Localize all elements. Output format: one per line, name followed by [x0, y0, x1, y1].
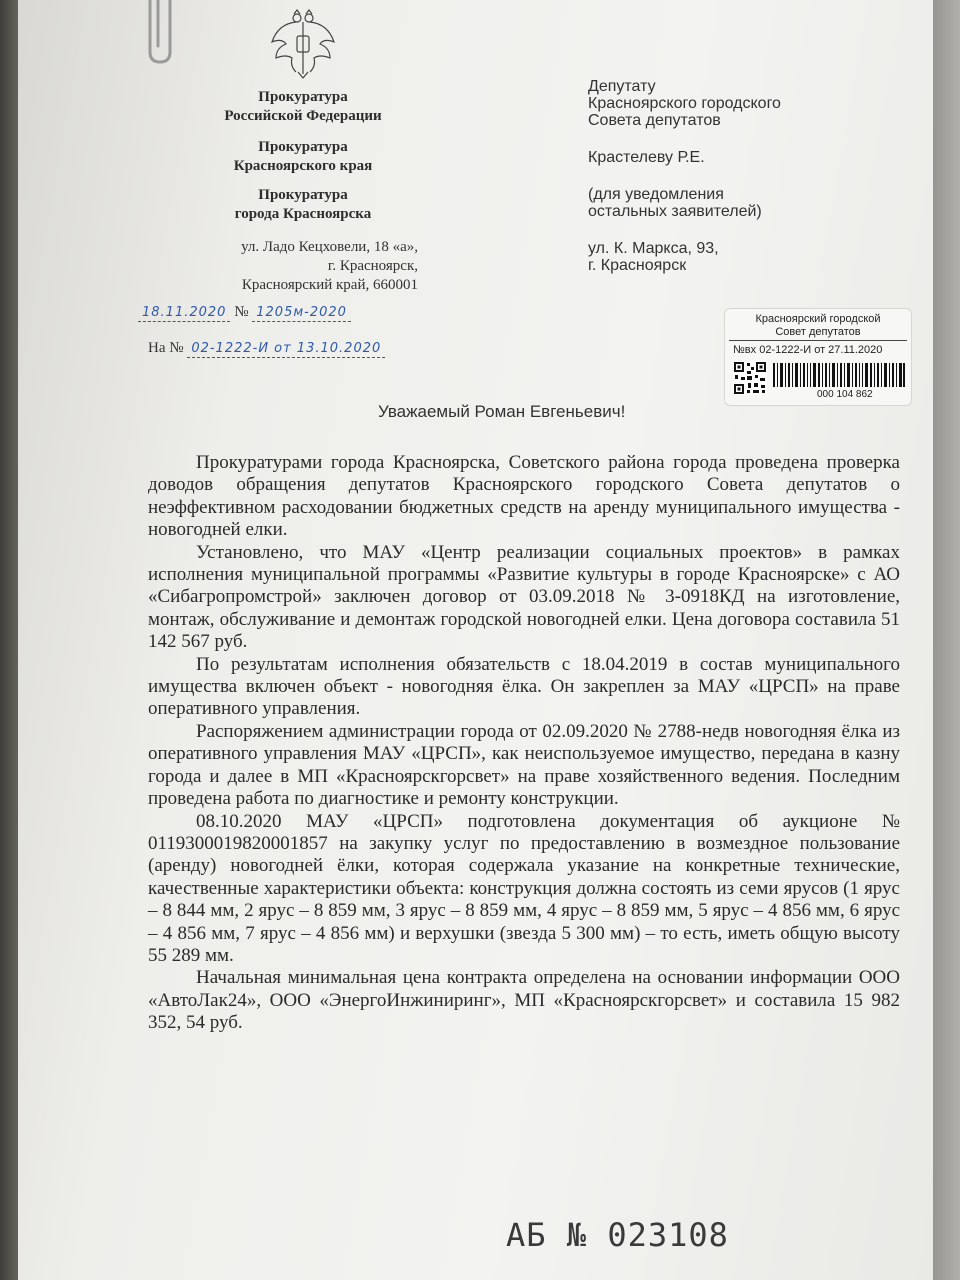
- outgoing-ref: [138, 304, 351, 322]
- recipient-line: (для уведомления: [588, 186, 724, 203]
- letter-body: [148, 452, 900, 1035]
- recipient-name: [588, 149, 908, 166]
- address-line: г. Красноярск,: [327, 258, 418, 274]
- issuer-name-3: [178, 186, 428, 224]
- recipient-line: Совета депутатов: [588, 112, 721, 129]
- recipient-line: г. Красноярск: [588, 257, 687, 274]
- coat-of-arms-icon: [268, 8, 338, 80]
- recipient-address: [588, 240, 908, 274]
- paragraph: Прокуратурами города Красноярска, Советского района города проведена проверка доводов обращения депутатов Красноярского городского Совета депутатов о неэффективном расходовании бюджетных средств на аренду муниципального имущества - новогодней елки.: [148, 452, 900, 541]
- stamp-number: 000 104 862: [817, 389, 873, 400]
- number-sign: №: [234, 304, 249, 320]
- paragraph: По результатам исполнения обязательств с 18.04.2019 в состав муниципального имущества включен объект - новогодняя ёлка. Он закреплен за МАУ «ЦРСП» на праве оперативного управления.: [148, 653, 900, 720]
- outgoing-date: 18.11.2020: [138, 305, 230, 322]
- address-line: ул. Ладо Кецховели, 18 «а»,: [241, 239, 418, 255]
- recipient-block: [588, 78, 908, 294]
- recipient-line: Депутату: [588, 78, 656, 95]
- address-line: Красноярский край, 660001: [241, 277, 418, 293]
- recipient-line: ул. К. Маркса, 93,: [588, 240, 719, 257]
- issuer-line: Прокуратура: [258, 139, 348, 155]
- qr-code-icon: [733, 361, 767, 395]
- stamp-title: [729, 313, 907, 339]
- issuer-line: Российской Федерации: [224, 108, 382, 124]
- reply-prefix: На №: [148, 340, 184, 356]
- issuer-line: города Красноярска: [234, 206, 372, 222]
- barcode-icon: [773, 363, 905, 387]
- recipient-position: [588, 78, 908, 129]
- issuer-line: Прокуратура: [258, 89, 348, 105]
- issuer-line: Красноярского края: [233, 158, 373, 174]
- registration-stamp: [724, 308, 912, 406]
- paragraph: Установлено, что МАУ «Центр реализации социальных проектов» в рамках исполнения муниципальной программы «Развитие культуры в городе Красноярске» с АО «Сибагропромстрой» заключен договор от 03.09.2018 № 3-0918КД на изготовление, монтаж, обслуживание и демонтаж городской новогодней елки. Цена договора составила 51 142 567 руб.: [148, 541, 900, 653]
- sheet-serial-number: АБ № 023108: [506, 1216, 729, 1254]
- paragraph: Распоряжением администрации города от 02.09.2020 № 2788-недв новогодняя ёлка из оперативного управления МАУ «ЦРСП», как неиспользуемое имущество, передана в казну города и далее в МП «Красноярскгорсвет» на праве хозяйственного ведения. Последним проведена работа по диагностике и ремонту конструкции.: [148, 720, 900, 810]
- reply-ref: [148, 340, 385, 358]
- issuer-name-2: [178, 138, 428, 176]
- recipient-line: остальных заявителей): [588, 203, 762, 220]
- paragraph: Начальная минимальная цена контракта определена на основании информации ООО «АвтоЛак24», ООО «ЭнергоИнжиниринг», МП «Красноярскгорсвет» и составила 15 982 352, 54 руб.: [148, 967, 900, 1034]
- paperclip-icon: [140, 0, 180, 66]
- recipient-line: Крастелеву Р.Е.: [588, 149, 705, 166]
- outgoing-number: 1205м-2020: [252, 305, 351, 322]
- document-page: [18, 0, 933, 1280]
- stamp-title-line: Совет депутатов: [775, 326, 861, 338]
- issuer-address: [168, 238, 418, 295]
- paragraph: 08.10.2020 МАУ «ЦРСП» подготовлена документация об аукционе № 0119300019820001857 на закупку услуг по предоставлению в возмездное пользование (аренду) новогодней ёлки, которая содержала указание на конкретные технические, качественные характеристики объекта: конструкция должна состоять из семи ярусов (1 ярус – 8 844 мм, 2 ярус – 8 859 мм, 3 ярус – 8 859 мм, 4 ярус – 8 859 мм, 5 ярус – 4 856 мм, 6 ярус – 4 856 мм, 7 ярус – 4 856 мм) и верхушки (звезда 5 300 мм) – то есть, иметь общую высоту 55 289 мм.: [148, 810, 900, 966]
- recipient-line: Красноярского городского: [588, 95, 781, 112]
- recipient-note: [588, 186, 908, 220]
- issuer-name-1: [178, 88, 428, 126]
- stamp-title-line: Красноярский городской: [755, 313, 881, 325]
- stamp-registration: №вх 02-1222-И от 27.11.2020: [733, 344, 883, 356]
- issuer-line: Прокуратура: [258, 187, 348, 203]
- reply-number: 02-1222-И от 13.10.2020: [187, 341, 385, 358]
- stamp-divider: [729, 340, 907, 341]
- salutation: Уважаемый Роман Евгеньевич!: [378, 402, 626, 421]
